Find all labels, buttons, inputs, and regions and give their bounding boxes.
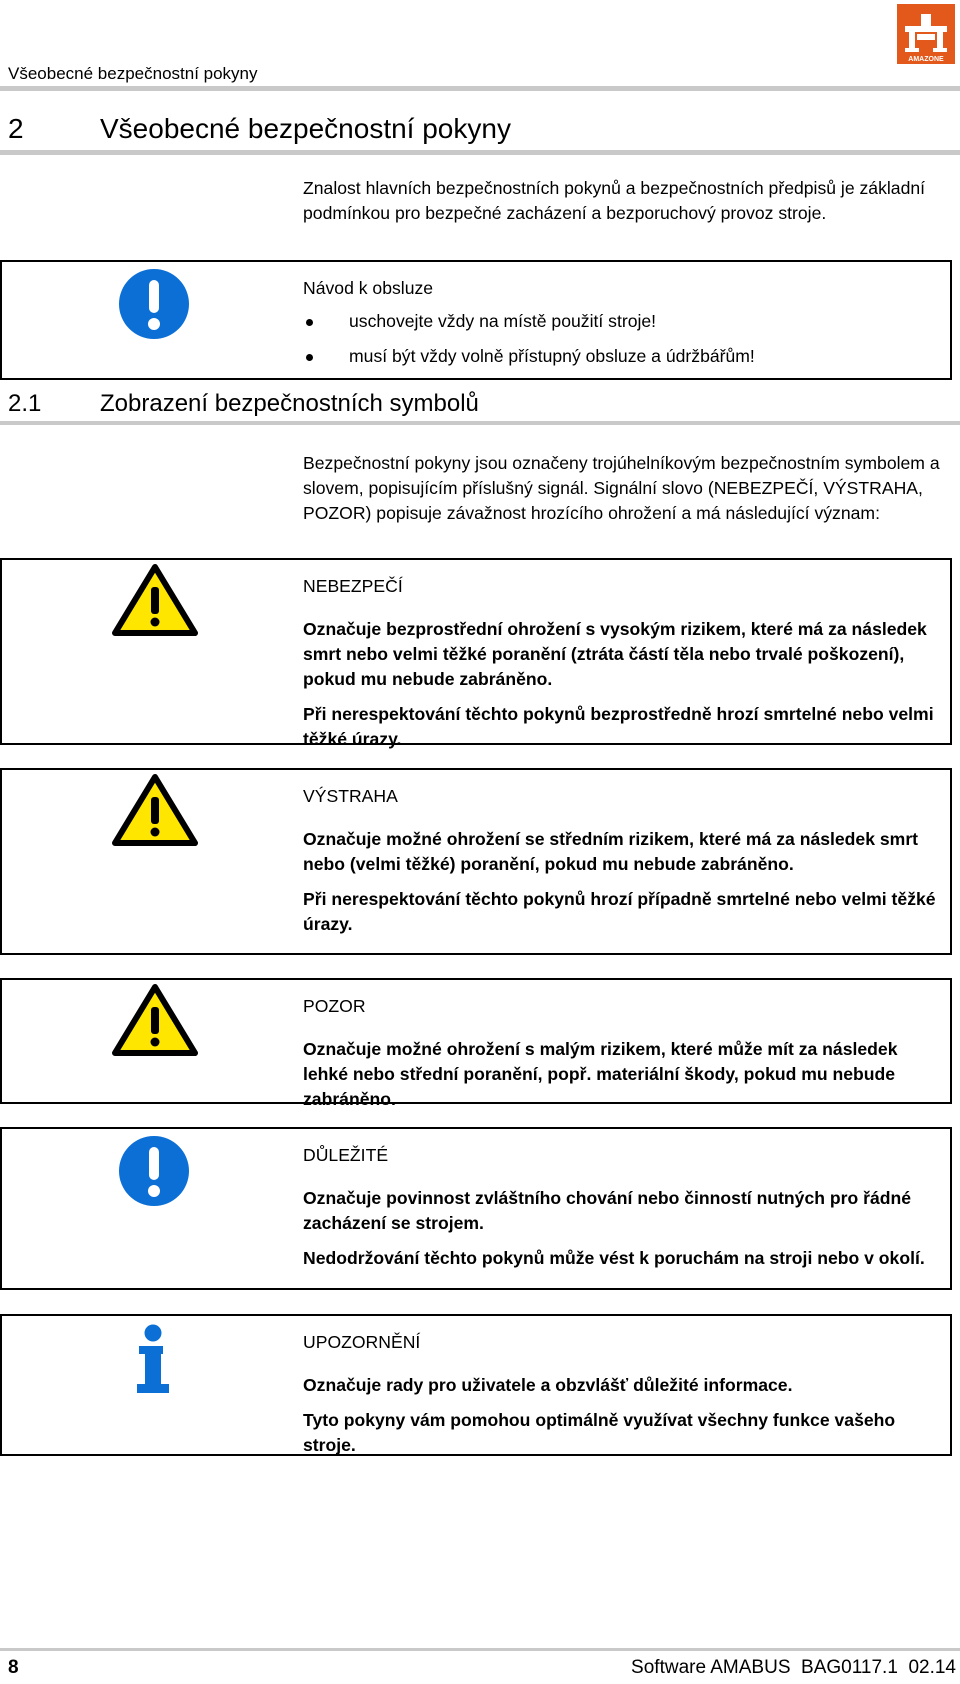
header-rule <box>0 86 960 91</box>
signal-box-warning <box>0 768 952 955</box>
subsection-intro: Bezpečnostní pokyny jsou označeny trojúhelníkovým bezpečnostním symbolem a slovem, popisujícím příslušný signál. Signální slovo (NEBEZPEČÍ, VÝSTRAHA, POZOR) popisuje závažnost hrozícího ohrožení a má následující význam: <box>303 453 940 523</box>
warning-triangle-icon <box>112 984 198 1061</box>
signal-box-notice <box>0 1314 952 1456</box>
footer-rule <box>0 1648 960 1651</box>
section-number: 2 <box>8 113 24 144</box>
section-intro: Znalost hlavních bezpečnostních pokynů a bezpečnostních předpisů je základní podmínkou pro bezpečné zacházení a bezporuchový provoz stroje. <box>303 178 926 223</box>
signal-word: POZOR <box>303 996 366 1016</box>
signal-text: Tyto pokyny vám pomohou optimálně využívat všechny funkce vašeho stroje. <box>303 1410 896 1455</box>
signal-box-caution <box>0 978 952 1109</box>
manual-bullets <box>303 309 944 369</box>
signal-text: Označuje rady pro uživatele a obzvlášť důležité informace. <box>303 1375 793 1395</box>
signal-text: Při nerespektování těchto pokynů bezprostředně hrozí smrtelné nebo velmi těžké úrazy. <box>303 704 934 749</box>
exclamation-circle-icon <box>118 268 190 345</box>
svg-text:AMAZONE: AMAZONE <box>908 56 944 63</box>
signal-box-important <box>0 1127 952 1290</box>
warning-triangle-icon <box>112 564 198 641</box>
signal-word: VÝSTRAHA <box>303 786 398 806</box>
signal-text: Označuje povinnost zvláštního chování nebo činností nutných pro řádné zacházení se strojem. <box>303 1188 912 1233</box>
signal-text: Označuje možné ohrožení s malým rizikem, které může mít za následek lehké nebo střední poranění, popř. materiální škody, pokud mu nebude zabráněno. <box>303 1039 898 1109</box>
signal-text: Označuje možné ohrožení se středním rizikem, které má za následek smrt nebo (velmi těžké) poranění, pokud mu nebude zabráněno. <box>303 829 919 874</box>
manual-notice-box <box>0 260 952 380</box>
warning-triangle-icon <box>112 774 198 851</box>
section-rule <box>0 150 960 155</box>
amazone-logo <box>897 4 955 64</box>
list-item: musí být vždy volně přístupný obsluze a údržbářům! <box>303 344 944 369</box>
signal-text: Při nerespektování těchto pokynů hrozí případně smrtelné nebo velmi těžké úrazy. <box>303 889 936 934</box>
signal-word: DŮLEŽITÉ <box>303 1145 389 1165</box>
signal-text: Označuje bezprostřední ohrožení s vysokým rizikem, které má za následek smrt nebo velmi těžké poranění (ztráta částí těla nebo trvalé poškození), pokud mu nebude zabráněno. <box>303 619 927 689</box>
subsection-rule <box>0 421 960 425</box>
signal-text: Nedodržování těchto pokynů může vést k poruchám na stroji nebo v okolí. <box>303 1248 925 1268</box>
exclamation-circle-icon <box>118 1135 190 1212</box>
signal-word: UPOZORNĚNÍ <box>303 1332 421 1352</box>
signal-word: NEBEZPEČÍ <box>303 576 403 596</box>
section-title: Všeobecné bezpečnostní pokyny <box>100 113 511 144</box>
signal-box-danger <box>0 558 952 749</box>
running-header: Všeobecné bezpečnostní pokyny <box>8 64 258 83</box>
list-item: uschovejte vždy na místě použití stroje! <box>303 309 944 334</box>
subsection-number: 2.1 <box>8 390 42 417</box>
page-number: 8 <box>8 1657 19 1678</box>
subsection-title: Zobrazení bezpečnostních symbolů <box>100 390 479 417</box>
manual-title: Návod k obsluze <box>303 278 434 298</box>
document-reference: Software AMABUS BAG0117.1 02.14 <box>631 1657 956 1678</box>
info-icon <box>133 1324 173 1399</box>
